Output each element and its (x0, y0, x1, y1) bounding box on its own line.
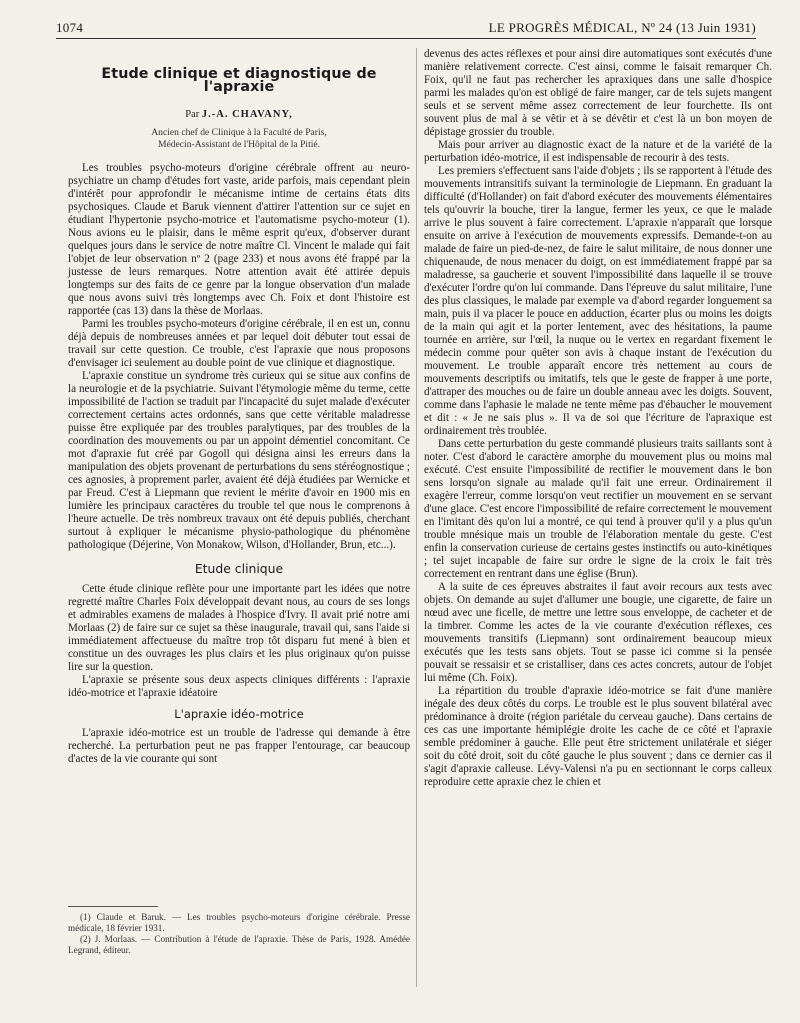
paragraph: Parmi les troubles psycho-moteurs d'origine cérébrale, il en est un, connu déjà depuis de nombreuses années et par lequel doit débuter tout essai de travail sur cette question. Ce trouble, c'est l'apraxie que nous proposons d'envisager ici seulement au double point de vue clinique et diagnostique. (68, 318, 410, 369)
paragraph: devenus des actes réflexes et pour ainsi dire automatiques sont exécutés d'une manière relativement correcte. C'est ainsi, comme le faisait remarquer Ch. Foix, qu'il ne faut pas rechercher les apraxiques dans une salle d'hospice parmi les malades qu'on est obligé de faire manger, car de tels sujets mangent seuls et se servent même assez correctement de leur fourchette. Ils ont souvent plus de mal à se vêtir et à se dévêtir et c'est là un bon moyen de dépistage grossier du trouble. (424, 48, 772, 138)
left-column (68, 56, 410, 766)
paragraph: Les premiers s'effectuent sans l'aide d'objets ; ils se rapportent à l'étude des mouvements intransitifs suivant la terminologie de Liepmann. En graduant la difficulté (d'Hollander) on fait d'abord exécuter des mouvements élémentaires tels qu'ouvrir la bouche, tirer la langue, fermer les yeux, ce que le malade arrive le plus souvent à faire correctement. L'apraxie n'apparaît que lorsque ensuite on arrive à l'exécution de mouvements expressifs. Demande-t-on au malade de faire un pied-de-nez, de faire le salut militaire, de nous donner une chiquenaude, de nous menacer du doigt, on est immédiatement frappé par sa maladresse, sa gaucherie et souvent l'impossibilité dans laquelle il se trouve d'exécuter l'ordre qu'on lui commande. Dans l'épreuve du salut militaire, l'une des plus classiques, le malade par exemple va d'abord regarder longuement sa main, puis il va placer le pouce en adduction, écarter plus ou moins les doigts de la main qui agit et la porter lentement, avec des hésitations, la paume tournée en arrière, sur l'œil, la nuque ou le vertex en regardant fixement le médecin comme pour quêter son avis à chaque instant de l'exécution du mouvement. Le trouble apparaît encore très nettement au cours de mouvements descriptifs ou imitatifs, tels que le geste de frapper à une porte, d'attraper des mouches ou de faire un double anneau avec les doigts. Souvent, comme dans l'aphasie le malade ne tente même pas d'ébaucher le mouvement et dit : « Je ne sais plus ». Il va de soi que l'écriture de l'apraxique est ordinairement très troublée. (424, 165, 772, 437)
article-title: Etude clinique et diagnostique de l'apraxie (101, 66, 377, 95)
footnote-rule (68, 906, 158, 907)
column-separator (416, 48, 417, 987)
affiliation (68, 127, 410, 150)
author-prefix: Par (185, 109, 200, 120)
journal-title: LE PROGRÈS MÉDICAL, Nº 24 (13 Juin 1931) (488, 20, 756, 35)
paragraph: La répartition du trouble d'apraxie idéo-motrice se fait d'une manière inégale des deux côtés du corps. Le trouble est le plus souvent bilatéral avec prédominance à droite (région pariétale du cerveau gauche). Dans certains de ces cas une importante hémiplégie droite les cache de ce côté et l'apraxie semble prédominer à gauche. Elle peut être strictement unilatérale et siéger soit du côté droit, soit du côté gauche le plus souvent ; dans ce dernier cas il s'agit d'apraxie calleuse. Lévy-Valensi n'a pu en sectionnant le corps calleux reproduire cette apraxie chez le chien et (424, 685, 772, 788)
paragraph: A la suite de ces épreuves abstraites il faut avoir recours aux tests avec objets. On demande au sujet d'allumer une bougie, une cigarette, de faire un nœud avec une ficelle, de mettre une lettre sous enveloppe, de cacheter et de la timbrer. Comme les actes de la vie courante d'exécution réflexes, ces mouvements transitifs (Liepmann) sont ordinairement beaucoup mieux exécutés que les tests sans objets. Tout se passe ici comme si la pensée pouvait se ressaisir et se cristalliser, dans ces actes concrets, autour de l'objet lui même (Ch. Foix). (424, 581, 772, 684)
running-head (56, 20, 756, 36)
paragraph: L'apraxie se présente sous deux aspects cliniques différents : l'apraxie idéo-motrice et l'apraxie idéatoire (68, 674, 410, 699)
header-rule (56, 38, 756, 39)
affiliation-line-2: Médecin-Assistant de l'Hôpital de la Pitié. (157, 138, 321, 150)
paragraph: Cette étude clinique reflète pour une importante part les idées que notre regretté maître Charles Foix développait devant nous, au cours de ses longs et admirables examens de malades à l'hospice d'Ivry. Il avait prié notre ami Morlaas (2) de faire sur ce sujet sa thèse inaugurale, travail qui, sans l'aide si immédiatement affectueuse du maître trop tôt disparu fut mené à bien et constitue un des ouvrages les plus clairs et les plus originaux qu'on puisse lire sur la question. (68, 583, 410, 673)
subsection-heading: L'apraxie idéo-motrice (174, 707, 304, 721)
footnotes (68, 912, 410, 956)
paragraph: L'apraxie constitue un syndrome très curieux qui se situe aux confins de la neurologie et de la psychiatrie. Suivant l'étymologie même du terme, cette impossibilité de l'action se traduit par l'incapacité du sujet malade d'exécuter correctement certains actes ordonnés, sans que cette véritable maladresse puisse être expliquée par des troubles paralytiques, par des troubles de la coordination des mouvements ou par un appoint démentiel concomitant. Ce mot d'apraxie fut créé par Gogoll qui désigna ainsi les erreurs dans la manipulation des objets provenant de perturbations du sens stéréognostique ; ces agnosies, à proprement parler, avaient été déjà étudiées par Wernicke et par Freud. C'est à Liepmann que revient le mérite d'avoir en 1900 mis en lumière les principaux caractères du trouble tel que nous le comprenons à l'heure actuelle. De très nombreux travaux ont été depuis publiés, cherchant surtout à expliquer le mécanisme physio-pathologique du phénomène pathologique (Déjerine, Von Monakow, Wilson, d'Hollander, Brun, etc...). (68, 370, 410, 551)
paragraph: Mais pour arriver au diagnostic exact de la nature et de la variété de la perturbation idéo-motrice, il est indispensable de recourir à des tests. (424, 139, 772, 164)
footnote-2: (2) J. Morlaas. — Contribution à l'étude de l'apraxie. Thèse de Paris, 1928. Amédée Legrand, éditeur. (68, 934, 410, 955)
paragraph: L'apraxie idéo-motrice est un trouble de l'adresse qui demande à être recherché. La perturbation peut ne pas frapper l'entourage, car beaucoup d'actes de la vie courante qui sont (68, 727, 410, 765)
byline (68, 108, 410, 121)
paragraph: Dans cette perturbation du geste commandé plusieurs traits saillants sont à noter. C'est d'abord le caractère amorphe du mouvement plus ou moins mal exécuté. C'est ensuite l'impossibilité de rectifier le mouvement dans le bon sens lorsqu'on signale au malade qu'il fait une erreur. Ordinairement il exagère l'erreur, comme lorsqu'on veut rectifier un mouvement en se servant d'une glace. C'est encore l'impossibilité de refaire correctement le mouvement en l'imitant dès qu'on lui a montré, ce qui tend à prouver qu'il y a plus qu'un trouble mnésique mais un trouble de l'élaboration mentale du geste. C'est enfin la conservation curieuse de certains gestes instinctifs ou auto-kinétiques ; tel sujet incapable de faire sur ordre le signe de la croix le fait très correctement en rentrant dans une église (Brun). (424, 438, 772, 580)
paragraph: Les troubles psycho-moteurs d'origine cérébrale offrent au neuro-psychiatre un champ d'études fort vaste, aride parfois, mais cependant plein d'intérêt pour approfondir le mécanisme intime de certains états dits psychosiques. Claude et Baruk viennent d'attirer l'attention sur ce sujet en étudiant l'hypertonie psycho-motrice et l'automatisme psycho-moteur (1). Nous avions eu le plaisir, dans le même esprit qu'eux, d'observer durant quelques jours dans le service de notre maître Cl. Vincent le malade qui fait l'objet de leur observation nº 2 (page 233) et nous avons été frappé par la justesse de leurs remarques. Notre attention avait été attirée depuis longtemps sur des faits de ce genre par la longue observation d'un malade que nous avons suivi très longtemps avec Ch. Foix et dont l'histoire est rapportée (cas 13) dans la thèse de Morlaas. (68, 162, 410, 317)
author-name: J.-A. CHAVANY, (201, 109, 293, 120)
footnote-1: (1) Claude et Baruk. — Les troubles psycho-moteurs d'origine cérébrale. Presse médicale, 18 février 1931. (68, 912, 410, 933)
affiliation-line-1: Ancien chef de Clinique à la Faculté de Paris, (151, 127, 327, 138)
section-heading: Etude clinique (194, 561, 284, 576)
page-number: 1074 (56, 20, 84, 35)
right-column (424, 48, 772, 789)
